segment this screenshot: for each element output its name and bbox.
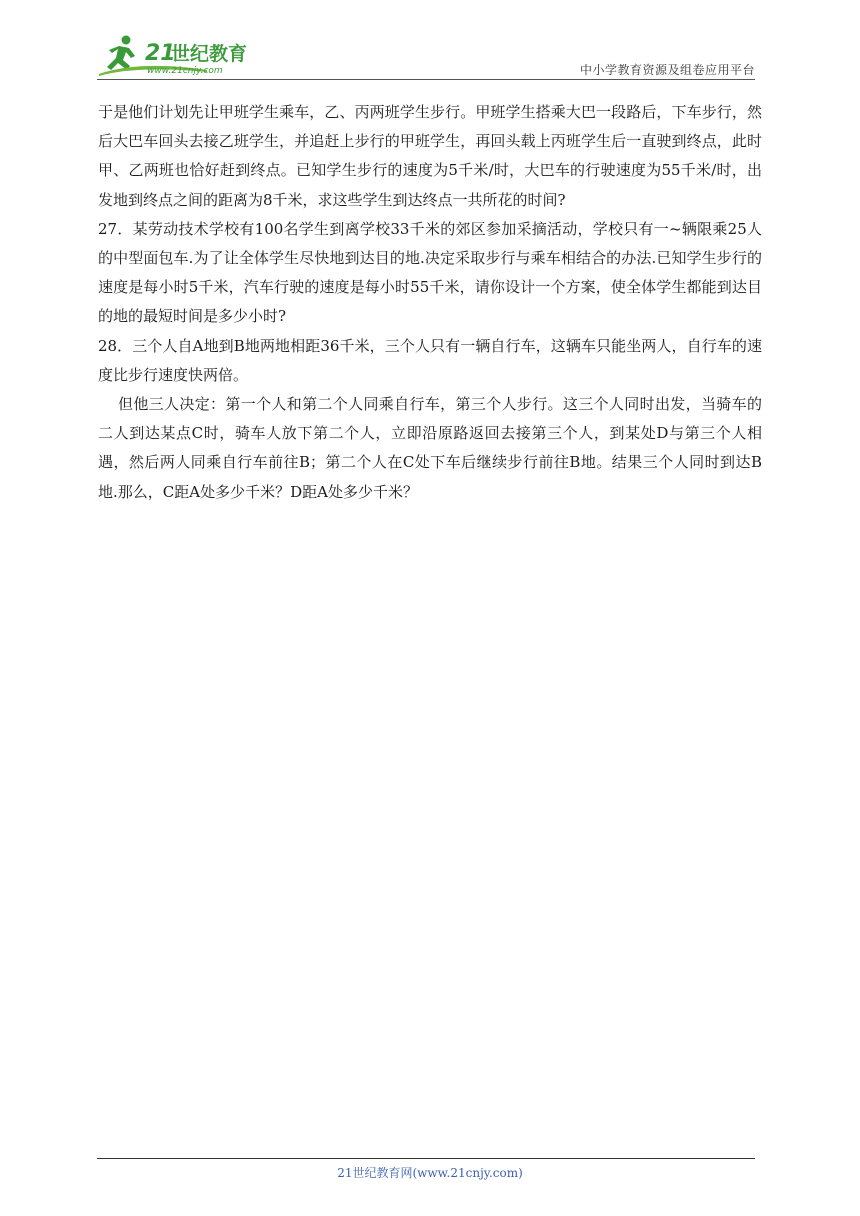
- question-28: 28．三个人自A地到B地两地相距36千米，三个人只有一辆自行车，这辆车只能坐两人，自行车的速度比步行速度快两倍。: [98, 336, 762, 384]
- question-28-detail: 但他三人决定：第一个人和第二个人同乘自行车，第三个人步行。这三个人同时出发，当骑车的二人到达某点C时，骑车人放下第二个人，立即沿原路返回去接第三个人，到某处D与第三个人相遇，然后两人同乘自行车前往B；第二个人在C处下车后继续步行前往B地。结果三个人同时到达B地.那么，C距A处多少千米？D距A处多少千米？: [98, 395, 762, 501]
- header-divider: [97, 79, 755, 80]
- header-tagline: 中小学教育资源及组卷应用平台: [579, 63, 755, 77]
- footer-divider: [97, 1158, 755, 1159]
- footer-source-link[interactable]: 21世纪教育网(www.21cnjy.com): [337, 1166, 523, 1180]
- question-27: 27．某劳动技术学校有100名学生到离学校33千米的郊区参加采摘活动，学校只有一~辆限乘25人的中型面包车.为了让全体学生尽快地到达目的地.决定采取步行与乘车相结合的办法.已知学生步行的速度是每小时5千米，汽车行驶的速度是每小时55千米，请你设计一个方案，使全体学生都能到达目的地的最短时间是多少小时?: [98, 219, 762, 326]
- site-logo: [97, 34, 267, 78]
- svg-text:世纪教育: 世纪教育: [171, 43, 248, 65]
- svg-text:21: 21: [145, 41, 176, 66]
- svg-text:www.21cnjy.com: www.21cnjy.com: [147, 66, 223, 76]
- paragraph-continuation: 于是他们计划先让甲班学生乘车，乙、丙两班学生步行。甲班学生搭乘大巴一段路后，下车步行，然后大巴车回头去接乙班学生，并追赶上步行的甲班学生，再回头载上丙班学生后一直驶到终点，此时甲、乙两班也恰好赶到终点。已知学生步行的速度为5千米/时，大巴车的行驶速度为55千米/时，出发地到终点之间的距离为8千米，求这些学生到达终点一共所花的时间?: [98, 103, 762, 209]
- document-body: [98, 98, 762, 507]
- page-header: [97, 34, 755, 80]
